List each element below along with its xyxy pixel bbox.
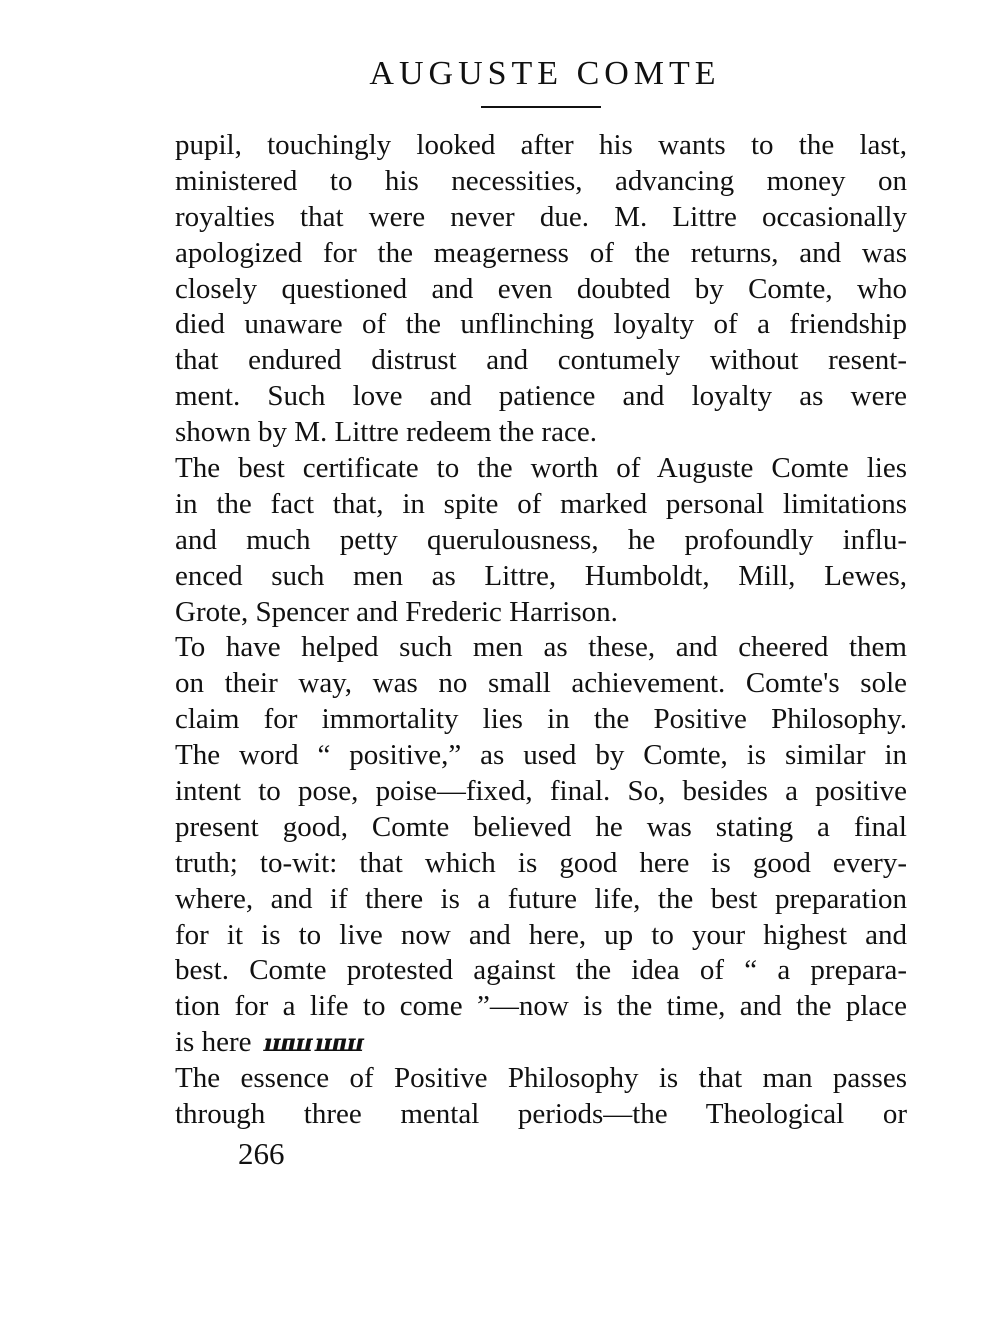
text-line: To have helped such men as these, and cheered them — [175, 631, 907, 664]
page-number: 266 — [238, 1136, 285, 1171]
text-line: best. Comte protested against the idea of “ a prepara- — [175, 954, 907, 987]
text-line: pupil, touchingly looked after his wants to the last, — [175, 129, 907, 161]
text-line: Grote, Spencer and Frederic Harrison. — [175, 595, 618, 628]
text-line: present good, Comte believed he was stating a final — [175, 810, 907, 843]
header-rule — [481, 106, 601, 108]
text-line: truth; to-wit: that which is good here is good every- — [175, 846, 907, 879]
running-head: AUGUSTE COMTE — [369, 55, 721, 92]
text-line-with-ornament — [175, 1025, 907, 1061]
text-line: claim for immortality lies in the Positive Philosophy. — [175, 703, 907, 736]
text-line: The essence of Positive Philosophy is that man passes — [175, 1062, 907, 1095]
text-line: enced such men as Littre, Humboldt, Mill, Lewes, — [175, 559, 907, 592]
text-line: The best certificate to the worth of Auguste Comte lies — [175, 452, 907, 485]
text-line: where, and if there is a future life, the best preparation — [175, 882, 907, 915]
text-line: that endured distrust and contumely without resent- — [175, 344, 907, 377]
text-line: on their way, was no small achievement. Comte's sole — [175, 667, 907, 700]
text-line: closely questioned and even doubted by Comte, who — [175, 272, 907, 305]
text-line: intent to pose, poise—fixed, final. So, besides a positive — [175, 775, 907, 808]
text-line: and much petty querulousness, he profoundly influ- — [175, 523, 907, 556]
text-line: apologized for the meagerness of the returns, and was — [175, 236, 907, 269]
text-line: tion for a life to come ”—now is the time, and the place — [175, 990, 907, 1023]
text-line: royalties that were never due. M. Littre occasionally — [175, 200, 907, 233]
text-line: ment. Such love and patience and loyalty as were — [175, 380, 907, 413]
text-line: for it is to live now and here, up to your highest and — [175, 918, 907, 951]
body-text — [175, 128, 907, 1133]
text-line: The word “ positive,” as used by Comte, is similar in — [175, 739, 907, 772]
text-line: is here — [175, 1026, 252, 1059]
text-line: through three mental periods—the Theological or — [175, 1098, 907, 1131]
text-line: in the fact that, in spite of marked personal limitations — [175, 487, 907, 520]
text-line: ministered to his necessities, advancing money on — [175, 164, 907, 197]
text-line: shown by M. Littre redeem the race. — [175, 416, 597, 449]
text-line: died unaware of the unflinching loyalty of a friendship — [175, 308, 907, 341]
fleuron-ornament-icon: ꟺꟺ ꟺꟺ — [263, 1031, 363, 1058]
